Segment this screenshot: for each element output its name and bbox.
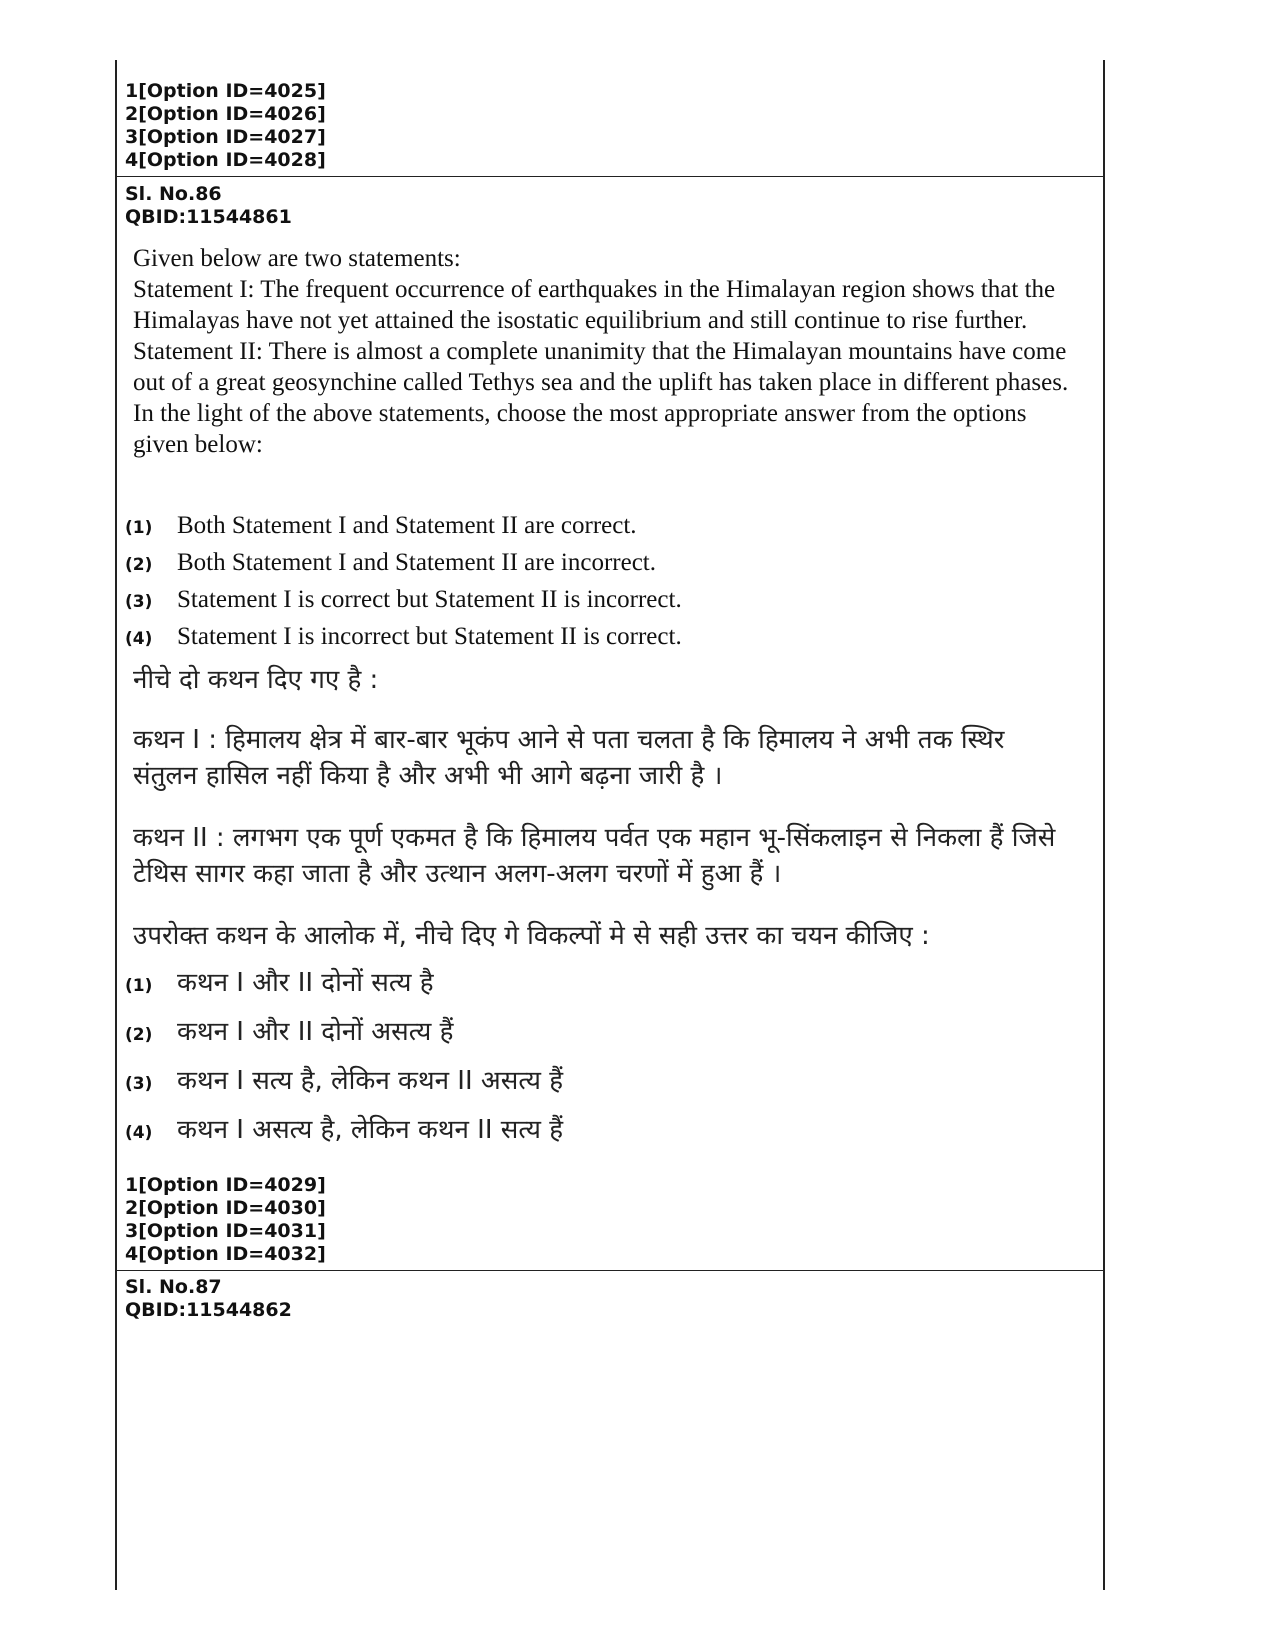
- question-bank-id: QBID:11544861: [125, 206, 292, 228]
- option-text: कथन I असत्य है, लेकिन कथन II सत्य हैं: [177, 1115, 564, 1145]
- option-id-line: 1[Option ID=4029]: [125, 1174, 326, 1196]
- option-number: (2): [125, 1025, 153, 1045]
- option-text: Statement I is correct but Statement II is incorrect.: [177, 586, 682, 613]
- option-number: (4): [125, 629, 153, 649]
- option-id-line: 1[Option ID=4025]: [125, 80, 326, 102]
- option-number: (1): [125, 518, 153, 538]
- option-id-line: 2[Option ID=4030]: [125, 1197, 326, 1219]
- option-ids: [125, 1174, 1095, 1266]
- divider: [117, 176, 1103, 177]
- question-intro-hindi: [133, 662, 1073, 698]
- option-text: कथन I सत्य है, लेकिन कथन II असत्य हैं: [177, 1066, 564, 1096]
- option-item: [125, 549, 1083, 586]
- option-number: (4): [125, 1123, 153, 1143]
- option-text: कथन I और II दोनों असत्य हैं: [177, 1017, 454, 1047]
- option-id-line: 4[Option ID=4028]: [125, 149, 326, 171]
- instruction-line: In the light of the above statements, choose the most appropriate answer from the options given below:: [133, 400, 1027, 458]
- option-item: [125, 623, 1083, 660]
- option-number: (1): [125, 976, 153, 996]
- statement-two: Statement II: There is almost a complete unanimity that the Himalayan mountains have come out of a great geosynchine called Tethys sea and the uplift has taken place in different phases.: [133, 338, 1069, 396]
- option-text: कथन I और II दोनों सत्य है: [177, 968, 434, 998]
- instruction-hindi: उपरोक्त कथन के आलोक में, नीचे दिए गे विकल्पों मे से सही उत्तर का चयन कीजिए :: [133, 921, 930, 951]
- hindi-intro: नीचे दो कथन दिए गए है :: [133, 665, 379, 695]
- option-id-line: 3[Option ID=4027]: [125, 126, 326, 148]
- question-header: [125, 183, 1095, 229]
- option-number: (2): [125, 555, 153, 575]
- question-line: Given below are two statements:: [133, 245, 461, 272]
- instruction-hindi-block: [133, 918, 1073, 954]
- option-item: [125, 1061, 1083, 1110]
- statement-one: Statement I: The frequent occurrence of earthquakes in the Himalayan region shows that the Himalayas have not yet attained the isostatic equilibrium and still continue to rise further.: [133, 276, 1056, 334]
- option-item: [125, 512, 1083, 549]
- option-text: Both Statement I and Statement II are incorrect.: [177, 549, 656, 576]
- question-bank-id: QBID:11544862: [125, 1299, 292, 1321]
- serial-number: Sl. No.87: [125, 1276, 222, 1298]
- option-number: (3): [125, 592, 153, 612]
- option-item: [125, 586, 1083, 623]
- option-item: [125, 963, 1083, 1012]
- statement-two-hindi-block: [133, 820, 1073, 892]
- option-text: Both Statement I and Statement II are correct.: [177, 512, 637, 539]
- options-english: [125, 512, 1083, 660]
- question-paper-frame: [115, 60, 1105, 1590]
- serial-number: Sl. No.86: [125, 183, 222, 205]
- question-text-english: [133, 243, 1073, 460]
- statement-two-hindi: कथन II : लगभग एक पूर्ण एकमत है कि हिमालय पर्वत एक महान भू-सिंकलाइन से निकला हैं जिसे टेथिस सागर कहा जाता है और उत्थान अलग-अलग चरणों में हुआ हैं ।: [133, 823, 1056, 889]
- option-id-line: 4[Option ID=4032]: [125, 1243, 326, 1265]
- options-hindi: [125, 963, 1083, 1159]
- option-id-line: 3[Option ID=4031]: [125, 1220, 326, 1242]
- option-item: [125, 1012, 1083, 1061]
- option-text: Statement I is incorrect but Statement II is correct.: [177, 623, 682, 650]
- divider: [117, 1270, 1103, 1271]
- question-header: [125, 1276, 1095, 1322]
- prev-option-ids: [125, 80, 1095, 172]
- option-item: [125, 1110, 1083, 1159]
- statement-one-hindi: कथन I : हिमालय क्षेत्र में बार-बार भूकंप आने से पता चलता है कि हिमालय ने अभी तक स्थिर संतुलन हासिल नहीं किया है और अभी भी आगे बढ़ना जारी है ।: [133, 725, 1005, 791]
- statement-one-hindi-block: [133, 722, 1073, 794]
- option-number: (3): [125, 1074, 153, 1094]
- option-id-line: 2[Option ID=4026]: [125, 103, 326, 125]
